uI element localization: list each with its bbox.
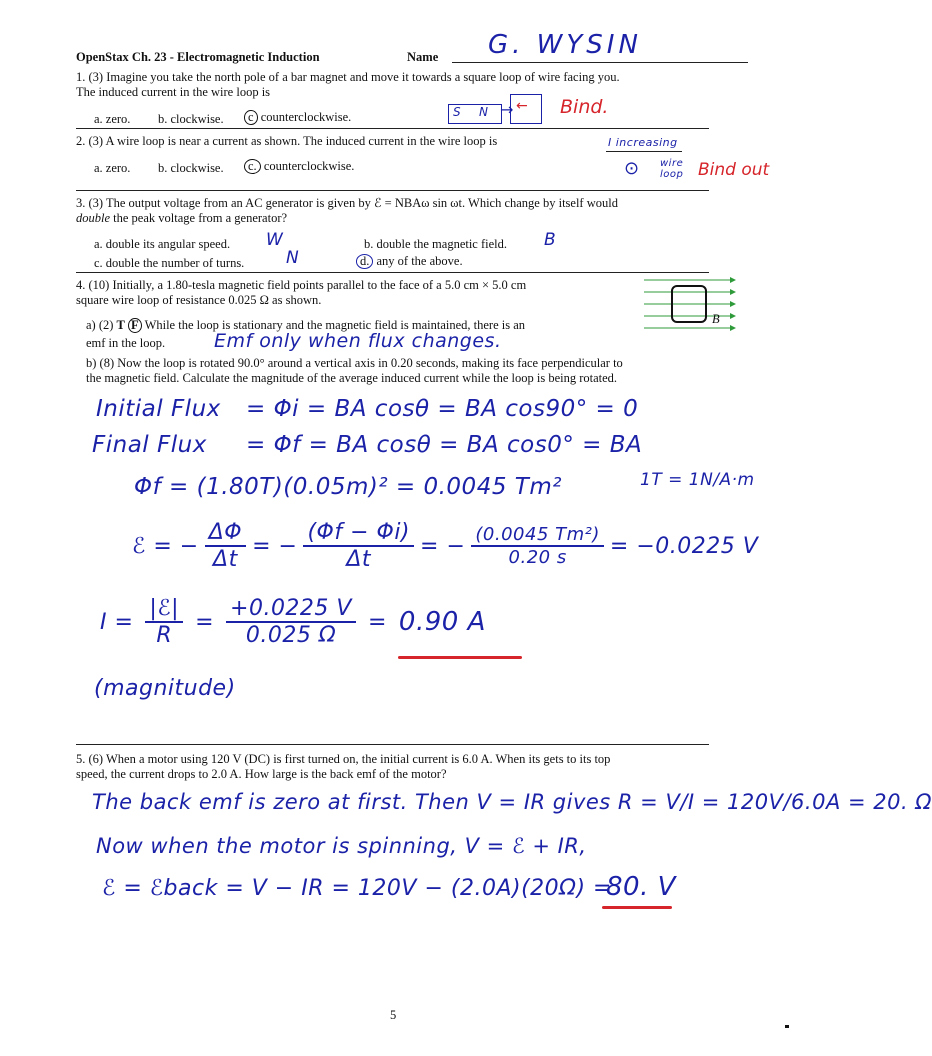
work-current-frac1-den: R [156,623,173,648]
work-magnitude-note: (magnitude) [94,676,236,701]
q3-line2: the peak voltage from a generator? [110,211,288,225]
magnet-s-pole: S [453,105,462,119]
q4-figure-svg [640,276,736,336]
q5-work-line1: The back emf is zero at first. Then V = IR gives R = V/I = 120V/6.0A = 20. Ω [92,790,932,814]
work-final-flux-label: Final Flux [92,432,207,458]
q3-hw-b: B [544,230,557,250]
work-initial-flux-eq: = Φi = BA cosθ = BA cos90° = 0 [246,396,639,422]
q1-option-b: b. clockwise. [158,112,224,126]
q4-part-b [86,356,726,386]
work-flux-value: Φf = (1.80T)(0.05m)² = 0.0045 Tm² [134,474,562,500]
q2-note: Bind out [698,160,770,180]
q2-option-c-circled: c. [244,159,261,174]
q4-line2: square wire loop of resistance 0.025 Ω as shown. [76,293,322,307]
q3-prompt [76,196,726,226]
work-emf-lhs: ℰ = − [132,533,199,559]
q1-line2: The induced current in the wire loop is [76,85,271,99]
q3-hw-n: N [286,248,300,268]
q1-option-c-text: counterclockwise. [260,110,352,124]
field-arrowheads [730,277,736,331]
q1-prompt [76,70,726,100]
q4-part-a-answer: Emf only when flux changes. [214,330,502,352]
q3-hw-w: W [266,230,284,250]
q5-result: 80. V [606,872,676,902]
q5-line1: 5. (6) When a motor using 120 V (DC) is first turned on, the initial current is 6.0 A. When its gets to its top [76,752,611,766]
q1-line1: 1. (3) Imagine you take the north pole of a bar magnet and move it towards a square loop of wire facing you. [76,70,620,84]
student-name: G. WYSIN [488,30,642,60]
wire-label: wire [660,158,684,169]
q2-current-note: I increasing [608,136,678,149]
q4-part-b-line1: b) (8) Now the loop is rotated 90.0° around a vertical axis in 0.20 seconds, making its face perpendicular to [86,356,623,370]
work-emf-mid: = − [252,533,298,559]
q5-work-line2: Now when the motor is spinning, V = ℰ + IR, [96,834,587,858]
q4-part-a-true: T [116,318,125,332]
q2-option-b: b. clockwise. [158,161,224,175]
divider-q4 [76,744,709,745]
q4-part-a-text: While the loop is stationary and the magnetic field is maintained, there is an [144,318,526,332]
q4-figure [640,276,736,336]
q2-option-c-text: counterclockwise. [263,159,355,173]
work-emf-eq: = − [420,533,466,559]
work-tesla-note: 1T = 1N/A·m [640,470,755,490]
figure-b-label: B [712,312,720,326]
bar-magnet-sketch [448,104,502,124]
q4-part-b-line2: the magnetic field. Calculate the magnitude of the average induced current while the loop is being rotated. [86,371,618,385]
page-number: 5 [390,1008,397,1022]
q3-option-d-circled: d. [356,254,373,269]
q3-double-emphasis: double [76,211,111,225]
q4-prompt [76,278,636,308]
divider-q1 [76,128,709,129]
work-final-flux-eq: = Φf = BA cosθ = BA cos0° = BA [246,432,643,458]
work-emf-frac2 [303,520,414,572]
work-current-lhs: I = [100,609,134,635]
work-current-frac2-num: +0.0225 V [226,596,356,623]
work-current-eq2: = [367,609,387,635]
q3-option-d-text: any of the above. [376,254,463,268]
q1-option-a: a. zero. [94,112,131,126]
q5-work-line3: ℰ = ℰback = V − IR = 120V − (2.0A)(20Ω) = [102,876,612,901]
work-emf-result: = −0.0225 V [609,533,759,559]
q3-option-a: a. double its angular speed. [94,237,231,251]
work-current-frac2-den: 0.025 Ω [245,623,337,648]
answer-underline-q5 [602,906,672,909]
work-emf-frac1-num: ΔΦ [205,520,246,547]
q1-option-c [244,110,351,125]
q4-line1: 4. (10) Initially, a 1.80-tesla magnetic field points parallel to the face of a 5.0 cm × 5.0 cm [76,278,527,292]
scan-mark [785,1025,789,1028]
work-current-frac2 [226,596,356,648]
q1-option-c-circled: c [244,110,258,125]
work-emf-frac3-num: (0.0045 Tm²) [471,524,604,547]
arrow-left-icon: ← [516,98,528,114]
divider-q2 [76,190,709,191]
q2-option-c [244,159,354,174]
loop-label: loop [660,169,684,180]
work-emf-frac1 [205,520,246,572]
work-emf-line [132,520,758,572]
answer-underline-q4 [398,656,522,659]
out-of-page-dot-icon: ⊙ [624,158,640,179]
q4-part-a-prefix: a) (2) [86,318,114,332]
work-current-frac1 [145,596,183,648]
q2-option-a: a. zero. [94,161,131,175]
magnet-n-pole: N [479,105,489,119]
q3-option-d [356,254,463,269]
q3-option-b [364,237,507,252]
divider-q3 [76,272,709,273]
q3-option-c: c. double the number of turns. [94,256,245,270]
work-emf-frac2-den: Δt [346,547,372,572]
q2-wire-loop-label [660,158,683,180]
q5-line2: speed, the current drops to 2.0 A. How large is the back emf of the motor? [76,767,447,781]
q3-option-b-text: . double the magnetic field. [370,237,508,251]
name-label: Name [407,50,439,64]
q1-note: Bind. [560,96,609,118]
work-emf-frac1-den: Δt [213,547,238,572]
work-emf-frac3-den: 0.20 s [508,547,567,568]
q5-prompt [76,752,726,782]
work-initial-flux-label: Initial Flux [96,396,221,422]
work-current-line [100,596,486,648]
work-current-eq1: = [195,609,215,635]
loop-sketch [510,94,542,124]
q3-option-b-letter: b [364,237,371,251]
name-underline [452,62,748,63]
q4-part-a-line2: emf in the loop. [86,336,166,350]
work-emf-frac3 [471,524,604,568]
arrow-right-icon: → [500,100,514,119]
work-current-result: 0.90 A [398,607,486,637]
worksheet-title: OpenStax Ch. 23 - Electromagnetic Induction [76,50,320,64]
q2-prompt: 2. (3) A wire loop is near a current as shown. The induced current in the wire loop is [76,134,498,148]
work-emf-frac2-num: (Φf − Φi) [303,520,414,547]
q4-part-a-false-circled: F [128,318,142,333]
work-current-frac1-num: |ℰ| [145,596,183,623]
q3-line1: 3. (3) The output voltage from an AC generator is given by ℰ = NBAω sin ωt. Which change by itself would [76,196,618,210]
current-wire-line [606,151,682,152]
